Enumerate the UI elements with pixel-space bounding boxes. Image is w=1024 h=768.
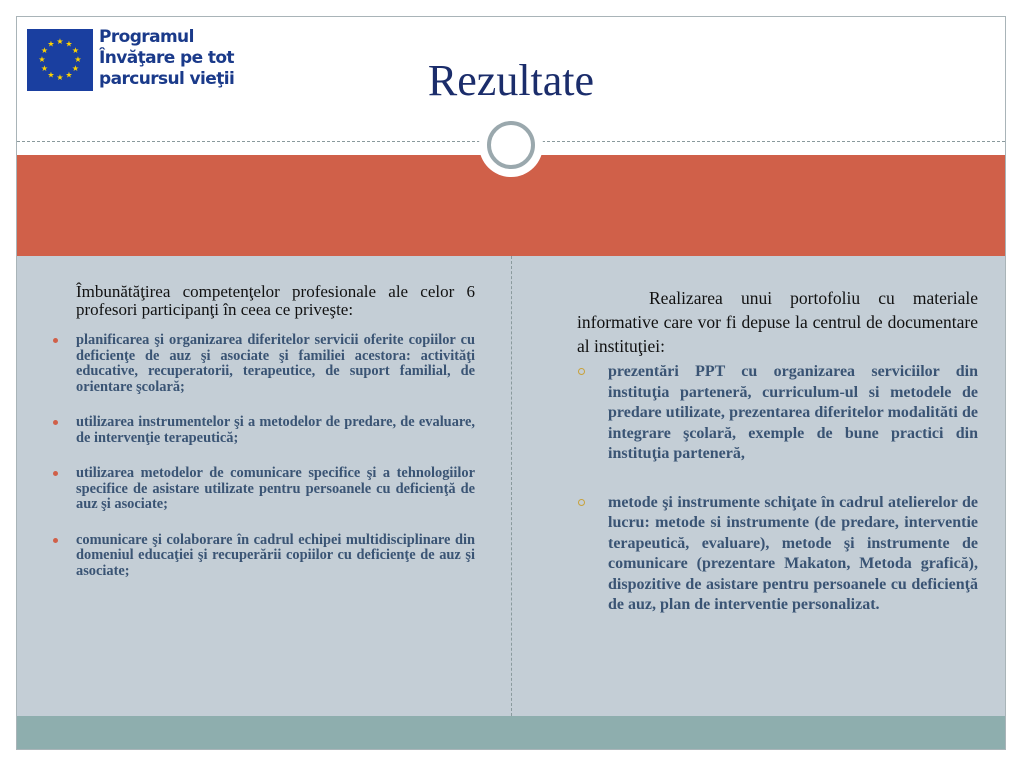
- list-item: [577, 362, 978, 465]
- svg-text:★: ★: [71, 46, 80, 55]
- right-column: [577, 286, 978, 644]
- footer-band: [17, 716, 1005, 750]
- left-intro: Îmbunătăţirea competenţelor profesionale ale celor 6 profesori participanţi în ceea ce priveşte:: [76, 282, 475, 319]
- logo-line: Învăţare pe tot: [99, 48, 234, 68]
- svg-text:★: ★: [40, 64, 49, 73]
- circle-bullet-icon: [578, 368, 585, 375]
- dot-bullet-icon: [53, 420, 58, 425]
- svg-text:★: ★: [38, 55, 46, 64]
- svg-text:★: ★: [47, 70, 55, 80]
- slide-title: Rezultate: [427, 56, 595, 105]
- content-area: [17, 256, 1005, 716]
- dot-bullet-icon: [53, 538, 58, 543]
- right-intro: Realizarea unui portofoliu cu materiale informative care vor fi depuse la centrul de documentare al instituţiei:: [577, 288, 978, 356]
- list-item: [577, 493, 978, 616]
- dot-bullet-icon: [53, 338, 58, 343]
- circle-bullet-icon: [578, 499, 585, 506]
- list-item-text: metode şi instrumente schiţate în cadrul atelierelor de lucru: metode si instrumente (de predare, interventie terapeutică, evaluare), metode şi instrumente de comunicare (prezentare Makaton, Metoda grafică), dispozitive de asistare pentru persoanele cu deficienţă de auz, plan de interventie personalizat.: [608, 493, 978, 613]
- svg-text:★: ★: [56, 37, 64, 46]
- circle-ring-icon: [487, 121, 535, 169]
- list-item-text: utilizarea instrumentelor şi a metodelor de predare, de evaluare, de intervenţie terapeutică;: [76, 414, 475, 446]
- left-list: [53, 333, 475, 579]
- svg-text:★: ★: [74, 55, 82, 64]
- list-item: [53, 466, 475, 513]
- list-item-text: utilizarea metodelor de comunicare specifice şi a tehnologiilor specifice de asistare utilizate pentru persoanele cu deficienţă de auz şi asociate;: [76, 465, 475, 512]
- svg-text:★: ★: [40, 46, 49, 55]
- svg-text:★: ★: [71, 64, 80, 73]
- list-item-text: comunicare şi colaborare în cadrul echipei multidisciplinare din domeniul educaţiei şi recuperării copiilor cu deficienţe de auz şi asociate;: [76, 531, 475, 579]
- left-column: [53, 283, 475, 599]
- list-item: [53, 415, 475, 446]
- list-item-text: prezentări PPT cu organizarea serviciilor din instituţia parteneră, curriculum-ul si metodele de predare utilizate, prezentarea diferitelor modalităti de integrare şcolară, exemple de bune practici din instituţia parteneră,: [608, 363, 978, 462]
- list-item: [53, 533, 475, 580]
- column-divider: [511, 256, 512, 716]
- svg-text:★: ★: [65, 39, 73, 49]
- right-list: [577, 362, 978, 616]
- list-item: [53, 333, 475, 395]
- svg-text:★: ★: [47, 39, 55, 49]
- logo-line: parcursul vieţii: [99, 69, 235, 89]
- list-item-text: planificarea şi organizarea diferitelor servicii oferite copiilor cu deficienţe de auz şi asociate şi familiei acestora: activităţi educative, recuperatorii, terapeutice, de suport familial, de orientare şcolară;: [76, 332, 475, 395]
- svg-text:★: ★: [65, 70, 73, 80]
- svg-text:★: ★: [56, 73, 64, 82]
- logo-line: Programul: [99, 27, 194, 47]
- dot-bullet-icon: [53, 471, 58, 476]
- slide: [16, 16, 1006, 750]
